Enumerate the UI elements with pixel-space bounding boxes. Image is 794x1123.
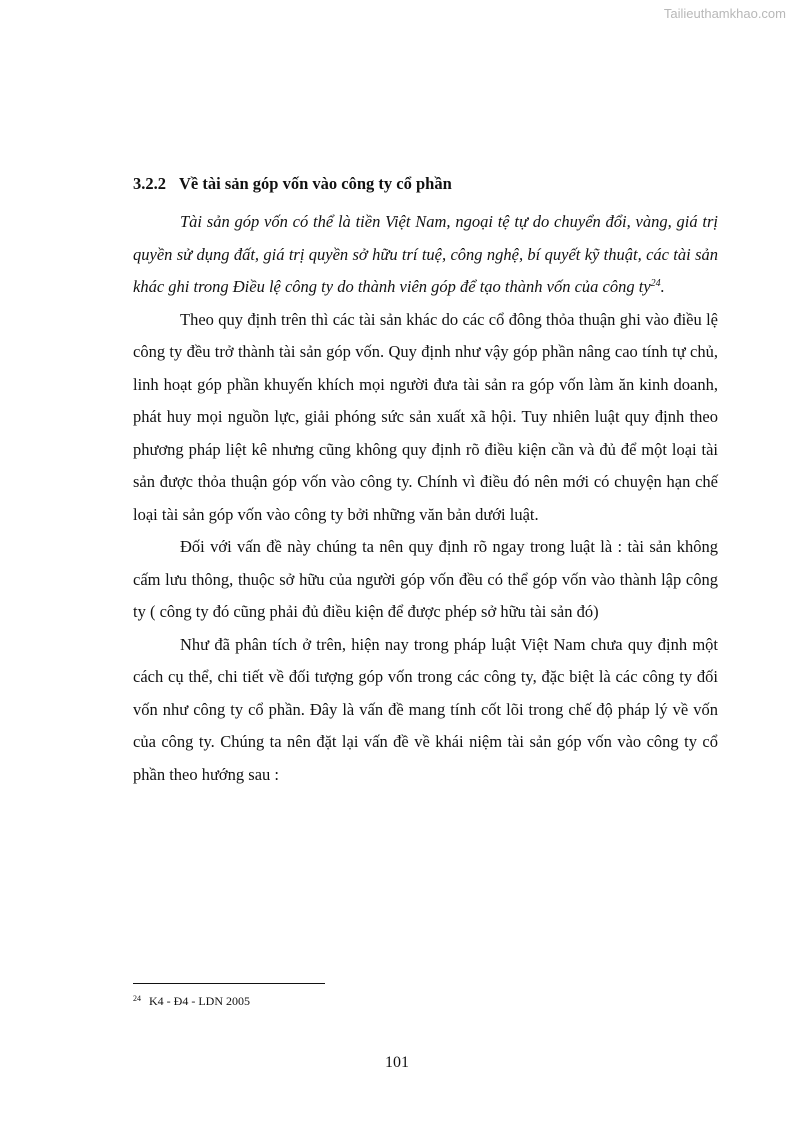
paragraph: Đối với vấn đề này chúng ta nên quy định rõ ngay trong luật là : tài sản không cấm lưu thông, thuộc sở hữu của người góp vốn đều có thể góp vốn vào thành lập công ty ( công ty đó cũng phải đủ điều kiện để được phép sở hữu tài sản đó) <box>133 537 718 621</box>
section-heading <box>133 174 452 194</box>
quoted-definition <box>133 206 718 304</box>
footnote-divider <box>133 983 325 984</box>
paragraph: Theo quy định trên thì các tài sản khác do các cổ đông thỏa thuận ghi vào điều lệ công ty đều trở thành tài sản góp vốn. Quy định như vậy góp phần nâng cao tính tự chủ, linh hoạt góp phần khuyến khích mọi người đưa tài sản ra góp vốn làm ăn kinh doanh, phát huy mọi nguồn lực, giải phóng sức sản xuất xã hội. Tuy nhiên luật quy định theo phương pháp liệt kê nhưng cũng không quy định rõ điều kiện cần và đủ để một loại tài sản được thỏa thuận góp vốn vào công ty. Chính vì điều đó nên mới có chuyện hạn chế loại tài sản góp vốn vào công ty bởi những văn bản dưới luật. <box>133 309 718 524</box>
footnote-mark: 24 <box>133 994 141 1003</box>
section-number: 3.2.2 <box>133 174 166 193</box>
page-number: 101 <box>385 1054 409 1071</box>
footnote-reference[interactable]: 24 <box>650 278 661 289</box>
watermark: Tailieuthamkhao.com <box>663 6 786 21</box>
quote-text: Tài sản góp vốn có thể là tiền Việt Nam, ngoại tệ tự do chuyển đổi, vàng, giá trị quyền sử dụng đất, giá trị quyền sở hữu trí tuệ, công nghệ, bí quyết kỹ thuật, các tài sản khác ghi trong Điều lệ công ty do thành viên góp để tạo thành vốn của công ty <box>133 212 718 296</box>
body-text <box>133 206 718 791</box>
quote-end: . <box>660 277 665 296</box>
section-title: Về tài sản góp vốn vào công ty cổ phần <box>179 174 452 193</box>
paragraph: Như đã phân tích ở trên, hiện nay trong pháp luật Việt Nam chưa quy định một cách cụ thể, chi tiết về đối tượng góp vốn trong các công ty, đặc biệt là các công ty đối vốn như công ty cổ phần. Đây là vấn đề mang tính cốt lõi trong chế độ pháp lý về vốn của công ty. Chúng ta nên đặt lại vấn đề về khái niệm tài sản góp vốn vào công ty cổ phần theo hướng sau : <box>133 634 718 784</box>
footnote <box>133 994 250 1009</box>
footnote-text: K4 - Đ4 - LDN 2005 <box>149 994 250 1008</box>
